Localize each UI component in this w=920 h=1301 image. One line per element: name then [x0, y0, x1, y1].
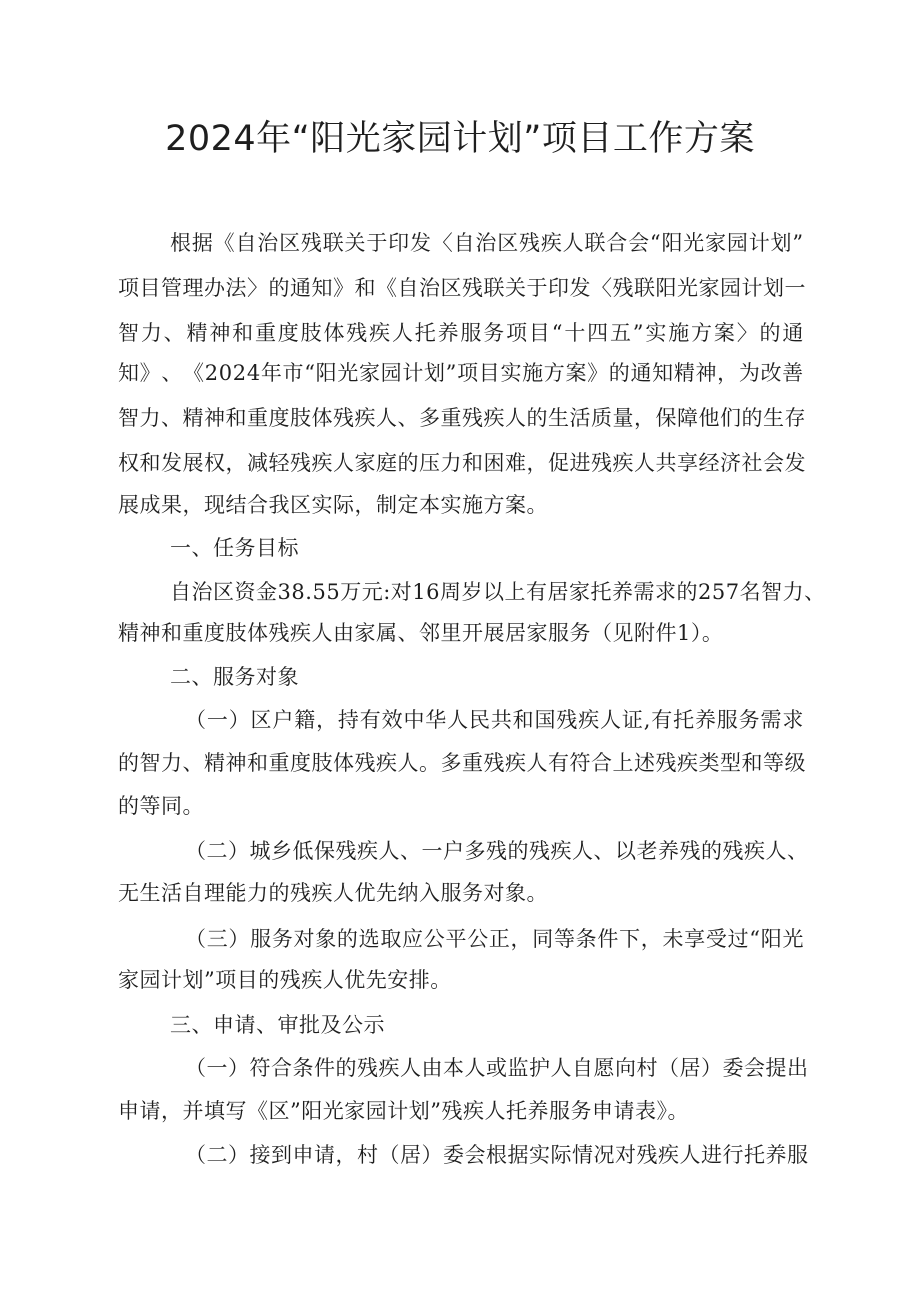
- body-line: 智 力 、 精 神 和 重 度 肢 体 残 疾 人 托 养 服 务 项 目 “ 十 四 五 ” 实 施 方 案 〉 的 通: [118, 321, 804, 345]
- body-line: 精神和重度肢体残疾人由家属、邻里开展居家服务（见附件1）。: [118, 621, 724, 645]
- body-line: （ 二 ） 城 乡 低 保 残 疾 人 、 一 户 多 残 的 残 疾 人 、 以 老 养 残 的 残 疾 人 、: [185, 839, 809, 863]
- body-line: （ 一 ） 区 户 籍 ， 持 有 效 中 华 人 民 共 和 国 残 疾 人 证 , 有 托 养 服 务 需 求: [185, 708, 804, 732]
- body-line: （ 二 ） 接 到 申 请 ， 村 （ 居 ） 委 会 根 据 实 际 情 况 对 残 疾 人 进 行 托 养 服: [185, 1143, 809, 1167]
- body-line: 的 智 力 、 精 神 和 重 度 肢 体 残 疾 人 。 多 重 残 疾 人 有 符 合 上 述 残 疾 类 型 和 等 级: [118, 751, 806, 775]
- body-line: 智 力 、 精 神 和 重 度 肢 体 残 疾 人 、 多 重 残 疾 人 的 生 活 质 量 ， 保 障 他 们 的 生 存: [118, 406, 806, 430]
- body-line: （ 一 ） 符 合 条 件 的 残 疾 人 由 本 人 或 监 护 人 自 愿 向 村 （ 居 ） 委 会 提 出: [185, 1056, 809, 1080]
- body-line: 二、服务对象: [170, 665, 299, 689]
- body-line: 自 治 区 资 金 3 8 . 5 5 万 元 : 对 1 6 周 岁 以 上 有 居 家 托 养 需 求 的 2 5 7 名 智 力 、: [170, 580, 826, 604]
- body-line: 根 据 《 自 治 区 残 联 关 于 印 发 〈 自 治 区 残 疾 人 联 合 会 “ 阳 光 家 园 计 划 ”: [170, 231, 804, 255]
- body-line: 权 和 发 展 权 ， 减 轻 残 疾 人 家 庭 的 压 力 和 困 难 ， 促 进 残 疾 人 共 享 经 济 社 会 发: [118, 451, 806, 475]
- body-line: 知 》 、 《 2 0 2 4 年 市 “ 阳 光 家 园 计 划 ” 项 目 实 施 方 案 》 的 通 知 精 神 ， 为 改 善: [118, 361, 804, 385]
- body-line: 三、申请、审批及公示: [170, 1013, 385, 1037]
- body-line: 一、任务目标: [170, 536, 299, 560]
- body-line: 无生活自理能力的残疾人优先纳入服务对象。: [118, 881, 548, 905]
- body-line: 申请，并填写《区”阳光家园计划”残疾人托养服务申请表》。: [118, 1099, 689, 1123]
- body-line: 项 目 管 理 办 法 〉 的 通 知 》 和 《 自 治 区 残 联 关 于 印 发 〈 残 联 阳 光 家 园 计 划 一: [118, 276, 806, 300]
- body-line: （ 三 ） 服 务 对 象 的 选 取 应 公 平 公 正 ， 同 等 条 件 下 ， 未 享 受 过 “ 阳 光: [185, 927, 804, 951]
- document-title: 2024年“阳光家园计划”项目工作方案: [165, 119, 755, 159]
- body-line: 展成果，现结合我区实际，制定本实施方案。: [118, 493, 548, 517]
- body-line: 家园计划”项目的残疾人优先安排。: [118, 968, 452, 992]
- body-line: 的等同。: [118, 794, 204, 818]
